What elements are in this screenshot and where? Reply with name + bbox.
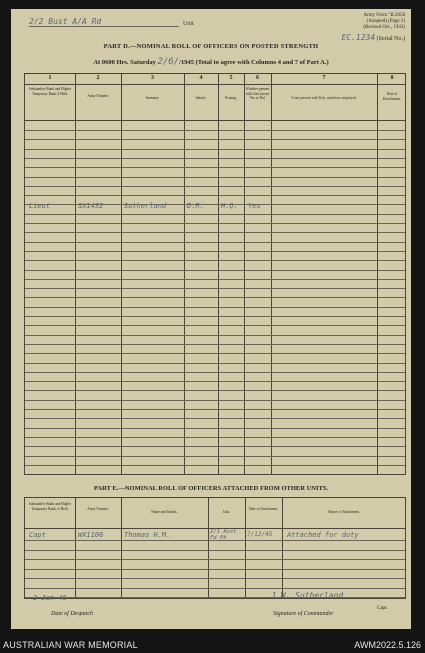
row-rule [25, 186, 405, 187]
unit-line [29, 17, 194, 27]
head-posting: Posting. [225, 96, 237, 100]
entry-army-number: SX1432 [78, 202, 104, 210]
serial-label: (Serial No.) [376, 36, 405, 42]
head-initials: Initials. [195, 96, 207, 100]
watermark-left: AUSTRALIAN WAR MEMORIAL [3, 640, 138, 650]
row-rule [25, 597, 405, 598]
colnum-6: 6 [256, 75, 259, 81]
watermark-bar [0, 637, 425, 653]
colnum-2: 2 [96, 75, 100, 81]
colnum-3: 3 [151, 75, 154, 81]
head-detachment: Date of Detachment. [382, 92, 402, 101]
e-entry-date: 7/12/45 [247, 531, 273, 538]
row-rule [25, 588, 405, 589]
part-e-title: PART E.—NOMINAL ROLL OF OFFICERS ATTACHED FROM OTHER UNITS. [93, 485, 329, 492]
e-entry-nature: Attached for duty [287, 531, 359, 539]
row-rule [25, 195, 405, 196]
row-rule [25, 409, 405, 410]
serial-handwritten: EC.1234 [341, 33, 376, 42]
row-rule [25, 158, 405, 159]
row-rule [25, 307, 405, 308]
at-prefix: At 0600 Hrs. Saturday [93, 59, 156, 66]
row-rule [25, 177, 405, 178]
signature-label: Signature of Commander [273, 611, 334, 617]
row-rule [25, 418, 405, 419]
row-rule [25, 167, 405, 168]
part-d-table [24, 73, 406, 475]
at-suffix: (Total to agree with Columns 4 and 7 of Part A.) [195, 59, 329, 66]
row-rule [25, 130, 405, 131]
row-rule [25, 149, 405, 150]
e-head-rank: Substantive Rank and Higher Temporary Rank, if Held. [28, 502, 72, 511]
entry-present: Yes [248, 202, 261, 210]
colnum-8: 8 [390, 75, 394, 81]
army-form-reference [363, 13, 405, 31]
watermark-right: AWM2022.5.126 [354, 640, 421, 650]
army-form-line-1: Army Form "B.2058 [363, 13, 405, 18]
e-head-army-number: Army Number. [87, 507, 109, 511]
head-employed: If not present with Unit, state how employed. [291, 96, 357, 100]
despatch-label: Date of Despatch [51, 611, 93, 617]
row-rule [25, 279, 405, 280]
army-form-line-2: (Adapted) (Page 2) [366, 19, 405, 24]
head-army-number: Army Number. [87, 94, 109, 98]
row-rule [25, 223, 405, 224]
row-rule [25, 428, 405, 429]
row-rule [25, 297, 405, 298]
colnum-1: 1 [48, 75, 52, 81]
row-rule [25, 437, 405, 438]
despatch-date: 2 Jan 46 [33, 594, 67, 602]
row-rule [25, 260, 405, 261]
row-rule [25, 372, 405, 373]
row-rule [25, 325, 405, 326]
commander-signature: J.W. Sutherland [271, 591, 344, 600]
row-rule [25, 214, 405, 215]
row-rule [25, 390, 405, 391]
unit-handwritten: 2/2 Bust A/A Rd [29, 17, 179, 27]
row-rule [25, 242, 405, 243]
part-e-table [24, 497, 406, 599]
row-rule [25, 251, 405, 252]
e-head-date: Date of Attachment. [248, 507, 279, 511]
row-rule [25, 353, 405, 354]
row-rule [25, 232, 405, 233]
entry-initials: D.R. [187, 202, 204, 210]
e-entry-army-number: WX1106 [78, 531, 104, 539]
row-rule [25, 465, 405, 466]
entry-posting: H.Q. [221, 202, 238, 210]
head-surname: Surname. [145, 96, 160, 100]
date-handwritten: 2/6/ [157, 57, 180, 67]
row-rule [25, 288, 405, 289]
row-rule [25, 270, 405, 271]
head-rank: Substantive Rank and Higher Temporary Rank if Held. [28, 87, 72, 96]
serial-number [341, 33, 405, 42]
colnum-4: 4 [199, 75, 203, 81]
colnum-7: 7 [322, 75, 326, 81]
row-rule [25, 456, 405, 457]
e-head-name: Name and Initials. [151, 510, 178, 514]
colnum-5: 5 [229, 75, 233, 81]
row-rule [25, 578, 405, 579]
entry-rank: Lieut [29, 202, 51, 210]
row-rule [25, 550, 405, 551]
e-entry-unit: 2/1 Aust Fd Pk [210, 529, 237, 541]
row-rule [25, 335, 405, 336]
row-rule [25, 363, 405, 364]
unit-label: Unit [183, 21, 194, 27]
row-rule [25, 316, 405, 317]
e-head-unit: Unit. [222, 510, 231, 514]
part-d-title: PART D.—NOMINAL ROLL OF OFFICERS ON POSTED STRENGTH [103, 43, 319, 50]
e-head-nature: Nature of Attachment. [327, 510, 361, 514]
year: /1945 [179, 59, 194, 66]
form-sheet [11, 9, 411, 629]
e-entry-name: Thomas H.M. [124, 531, 171, 539]
row-rule [25, 381, 405, 382]
head-present: Whether present with Unit (insert Yes or No) [245, 87, 270, 101]
row-rule [25, 139, 405, 140]
e-entry-rank: Capt [29, 531, 46, 539]
row-rule [25, 559, 405, 560]
entry-surname: Sutherland [124, 202, 167, 210]
row-rule [25, 569, 405, 570]
row-rule [25, 400, 405, 401]
row-rule [25, 446, 405, 447]
row-rule [25, 344, 405, 345]
part-d-date-line [11, 57, 411, 67]
army-form-line-3: (Revised Oct., 1943) [363, 25, 405, 30]
capt-label: Capt. [377, 606, 388, 611]
